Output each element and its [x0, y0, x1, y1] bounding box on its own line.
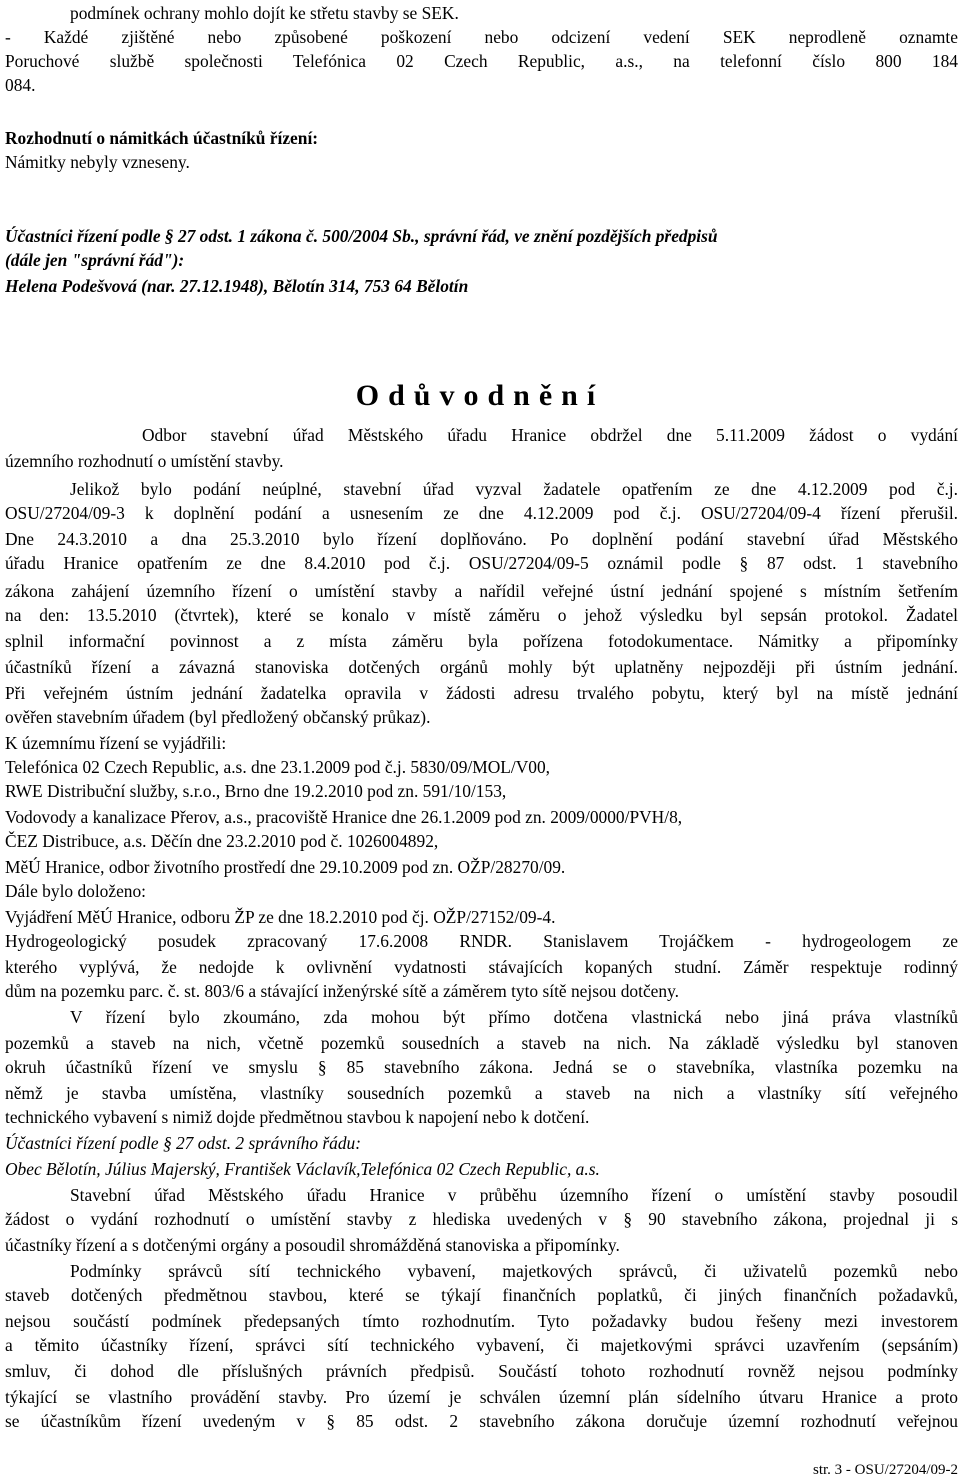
text-line: splnil informační povinnost a z místa záměru byla pořízena fotodokumentace. Námitky a připomínky [5, 631, 958, 651]
text-line: Podmínky správců sítí technického vybavení, majetkových správců, či uživatelů pozemků nebo [70, 1261, 958, 1281]
text-line: Stavební úřad Městského úřadu Hranice v průběhu územního řízení o umístění stavby posoudil [70, 1185, 958, 1205]
text-line: žádost o vydání rozhodnutí o umístění stavby z hlediska uvedených v § 90 stavebního zákona, projednal ji s [5, 1209, 958, 1229]
text-line: Odbor stavební úřad Městského úřadu Hranice obdržel dne 5.11.2009 žádost o vydání [142, 425, 958, 445]
text-line: RWE Distribuční služby, s.r.o., Brno dne 19.2.2010 pod zn. 591/10/153, [5, 781, 507, 801]
objections-text: Námitky nebyly vzneseny. [5, 152, 190, 172]
text-line: Dne 24.3.2010 a dna 25.3.2010 bylo řízení doplňováno. Po doplnění podání stavební úřad Městského [5, 529, 958, 549]
text-line: účastníky řízení a s dotčenými orgány a posoudil shromážděná stanoviska a připomínky. [5, 1235, 620, 1255]
participants2-text: Obec Bělotín, Július Majerský, František Václavík,Telefónica 02 Czech Republic, a.s. [5, 1159, 600, 1179]
participants-heading: Účastníci řízení podle § 27 odst. 1 zákona č. 500/2004 Sb., správní řád, ve znění pozdějších předpisů [5, 226, 718, 246]
text-line: 084. [5, 75, 36, 95]
participants2-heading: Účastníci řízení podle § 27 odst. 2 správního řádu: [5, 1133, 362, 1153]
text-line: úřadu Hranice opatřením ze dne 8.4.2010 pod č.j. OSU/27204/09-5 oznámil podle § 87 odst. 1 stavebního [5, 553, 958, 573]
text-line: Vyjádření MěÚ Hranice, odboru ŽP ze dne 18.2.2010 pod čj. OŽP/27152/09-4. [5, 907, 556, 927]
page-footer: str. 3 - OSU/27204/09-2 [812, 1462, 958, 1478]
text-line: K územnímu řízení se vyjádřili: [5, 733, 227, 753]
text-line: územního rozhodnutí o umístění stavby. [5, 451, 284, 471]
reasoning-heading: Odůvodnění [355, 379, 605, 412]
text-line: podmínek ochrany mohlo dojít ke střetu stavby se SEK. [70, 3, 459, 23]
text-line: nejsou součástí podmínek předepsaných tímto rozhodnutím. Tyto požadavky budou řešeny mezi investorem [5, 1311, 958, 1331]
text-line: ČEZ Distribuce, a.s. Děčín dne 23.2.2010 pod č. 1026004892, [5, 831, 439, 851]
text-line: ověřen stavebním úřadem (byl předložený občanský průkaz). [5, 707, 431, 727]
text-line: na den: 13.5.2010 (čtvrtek), které se konalo v místě záměru o jehož výsledku byl sepsán protokol. Žadatel [5, 605, 958, 625]
text-line: a těmito účastníky řízení, správci sítí technického vybavení, či majetkovými správci uzavřením (sepsáním) [5, 1335, 958, 1355]
text-line: zákona zahájení územního řízení o umístění stavby a nařídil veřejné ústní jednání spojené s místním šetřením [5, 581, 958, 601]
participant-name: Helena Podešvová (nar. 27.12.1948), Bělotín 314, 753 64 Bělotín [5, 276, 469, 296]
text-line: staveb dotčených předmětnou stavbou, které se týkají finančních poplatků, či jiných finančních požadavků, [5, 1285, 958, 1305]
text-line: Poruchové službě společnosti Telefónica 02 Czech Republic, a.s., na telefonní číslo 800 184 [5, 51, 958, 71]
text-line: OSU/27204/09-3 k doplnění podání a usnesením ze dne 4.12.2009 pod č.j. OSU/27204/09-4 řízení přerušil. [5, 503, 958, 523]
participants-heading-cont: (dále jen "správní řád"): [5, 250, 185, 270]
text-line: Dále bylo doloženo: [5, 881, 147, 901]
text-line: Při veřejném ústním jednání žadatelka opravila v žádosti adresu trvalého pobytu, který byl na místě jednání [5, 683, 958, 703]
text-line: - Každé zjištěné nebo způsobené poškození nebo odcizení vedení SEK neprodleně oznamte [5, 27, 958, 47]
text-line: Vodovody a kanalizace Přerov, a.s., pracoviště Hranice dne 26.1.2009 pod zn. 2009/0000/PVH/8, [5, 807, 683, 827]
text-line: se účastníkům řízení uvedeným v § 85 odst. 2 stavebního zákona doručuje územní rozhodnutí veřejnou [5, 1411, 958, 1431]
text-line: pozemků a staveb na nich, včetně pozemků sousedních a staveb na nich. Na základě výsledku byl stanoven [5, 1033, 958, 1053]
text-line: Jelikož bylo podání neúplné, stavební úřad vyzval žadatele opatřením ze dne 4.12.2009 pod č.j. [70, 479, 958, 499]
text-line: němž je stavba umístěna, vlastníky sousedních pozemků a staveb na nich a vlastníky sítí veřejného [5, 1083, 958, 1103]
text-line: MěÚ Hranice, odbor životního prostředí dne 29.10.2009 pod zn. OŽP/28270/09. [5, 857, 566, 877]
text-line: technického vybavení s nimiž dojde předmětnou stavbou k napojení nebo k dotčení. [5, 1107, 590, 1127]
text-line: účastníků řízení a závazná stanoviska dotčených orgánů mohly být uplatněny nejpozději při ústním jednání. [5, 657, 958, 677]
text-line: V řízení bylo zkoumáno, zda mohou být přímo dotčena vlastnická nebo jiná práva vlastníků [70, 1007, 958, 1027]
text-line: okruh účastníků řízení ve smyslu § 85 stavebního zákona. Jedná se o stavebníka, vlastníka pozemku na [5, 1057, 958, 1077]
text-line: týkající se vlastního provádění stavby. Pro území je schválen územní plán sídelního útvaru Hranice a proto [5, 1387, 958, 1407]
text-line: Hydrogeologický posudek zpracovaný 17.6.2008 RNDR. Stanislavem Trojáčkem - hydrogeologem ze [5, 931, 958, 951]
text-line: smluv, či dohod dle příslušných právních předpisů. Součástí tohoto rozhodnutí rovněž nejsou podmínky [5, 1361, 958, 1381]
objections-heading: Rozhodnutí o námitkách účastníků řízení: [5, 128, 319, 148]
text-line: Telefónica 02 Czech Republic, a.s. dne 23.1.2009 pod č.j. 5830/09/MOL/V00, [5, 757, 551, 777]
text-line: kterého vyplývá, že nedojde k ovlivnění vydatnosti stávajících kopaných studní. Záměr respektuje rodinný [5, 957, 958, 977]
text-line: dům na pozemku parc. č. st. 803/6 a stávající inženýrské sítě a záměrem tyto sítě nejsou dotčeny. [5, 981, 679, 1001]
